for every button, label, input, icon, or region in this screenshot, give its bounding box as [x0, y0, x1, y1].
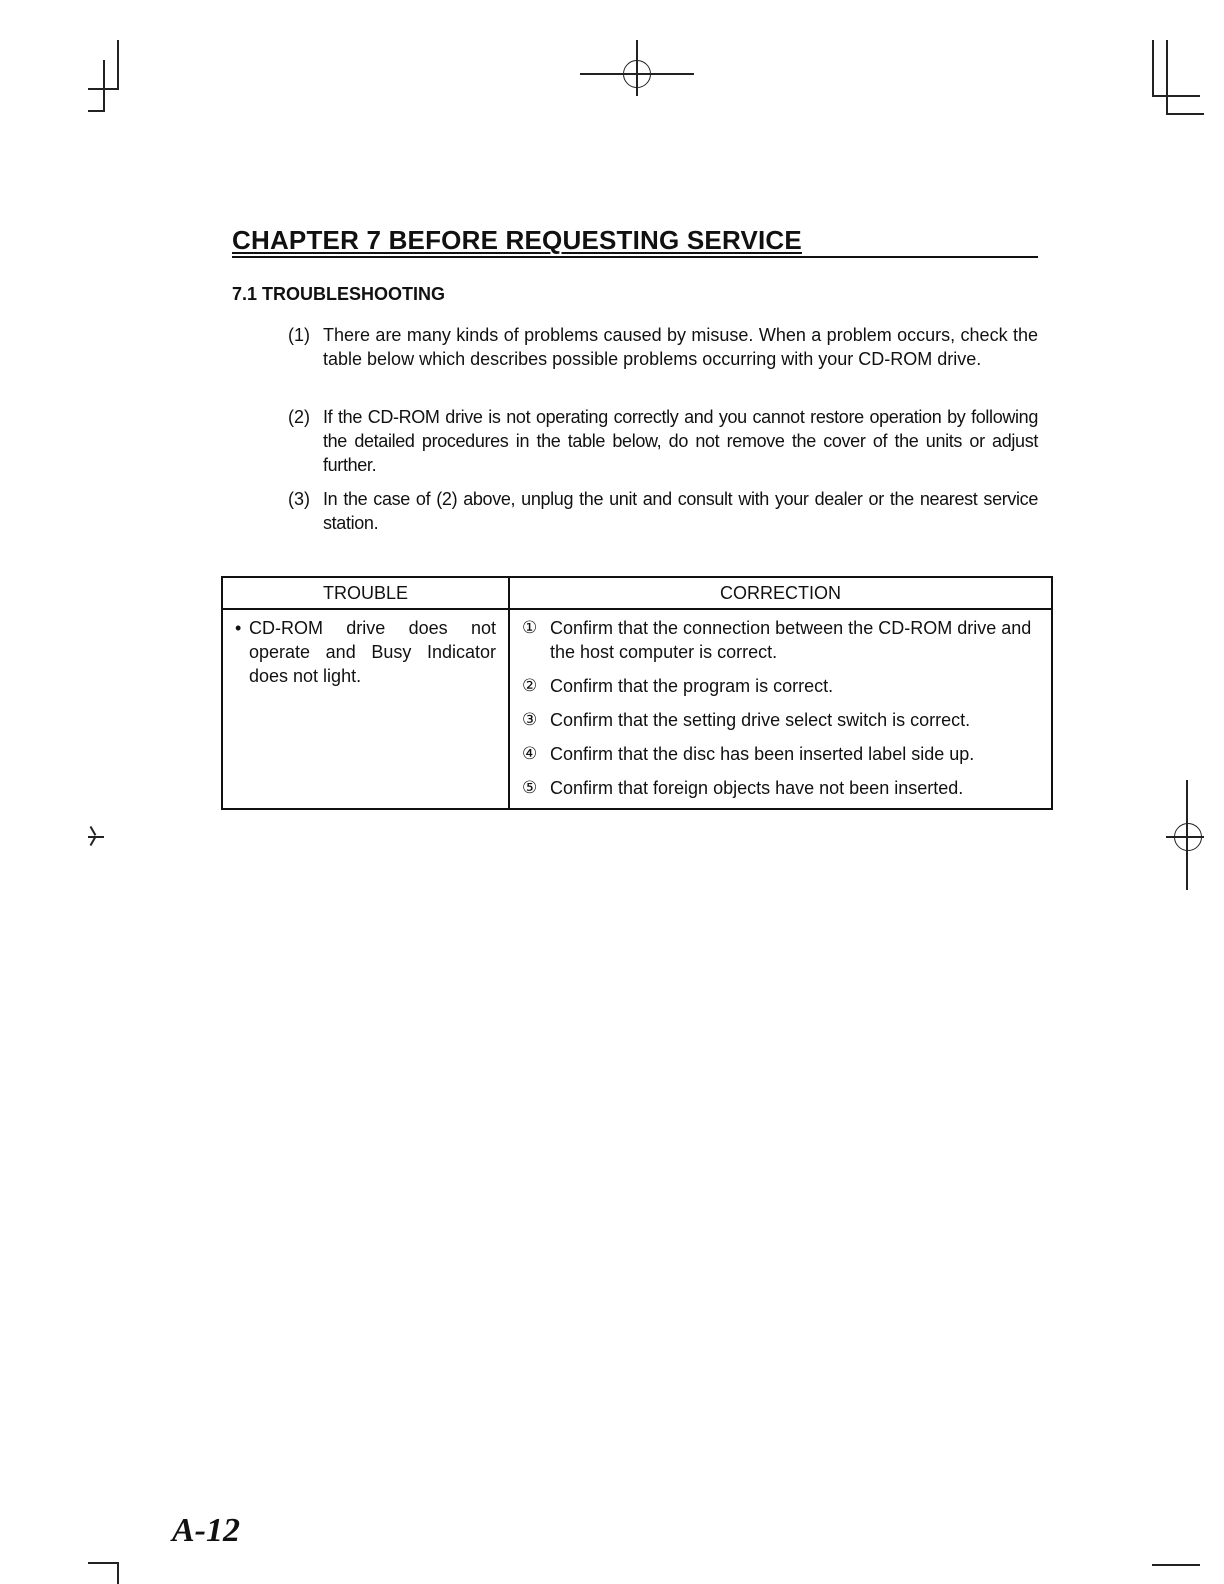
- item-number: (3): [288, 489, 310, 509]
- correction-cell: [509, 609, 1052, 809]
- list-item: [288, 487, 1038, 535]
- chapter-title: CHAPTER 7 BEFORE REQUESTING SERVICE: [232, 225, 1038, 258]
- item-number: (2): [288, 407, 310, 427]
- correction-text: Confirm that the setting drive select switch is correct.: [550, 710, 971, 730]
- correction-number: ①: [522, 618, 538, 638]
- trouble-text: CD-ROM drive does not operate and Busy Indicator does not light.: [249, 618, 496, 686]
- table-header-row: [222, 577, 1052, 609]
- correction-item: [522, 776, 1039, 800]
- trouble-cell: [222, 609, 509, 809]
- list-item: [288, 323, 1038, 371]
- item-text: In the case of (2) above, unplug the unit and consult with your dealer or the nearest service station.: [323, 489, 1038, 533]
- registration-target-icon: [623, 60, 651, 88]
- correction-item: [522, 742, 1039, 766]
- correction-text: Confirm that the disc has been inserted label side up.: [550, 744, 975, 764]
- page-number: A-12: [172, 1512, 240, 1549]
- correction-number: ③: [522, 710, 538, 730]
- correction-number: ⑤: [522, 778, 538, 798]
- item-number: (1): [288, 325, 310, 345]
- header-trouble: TROUBLE: [222, 577, 509, 609]
- table-row: [222, 609, 1052, 809]
- correction-number: ④: [522, 744, 538, 764]
- list-item: [288, 405, 1038, 477]
- correction-text: Confirm that foreign objects have not been inserted.: [550, 778, 964, 798]
- registration-target-icon: [1174, 823, 1202, 851]
- correction-number: ②: [522, 676, 538, 696]
- correction-text: Confirm that the connection between the CD-ROM drive and the host computer is correct.: [550, 618, 1032, 662]
- item-text: There are many kinds of problems caused by misuse. When a problem occurs, check the table below which describes possible problems occurring with your CD-ROM drive.: [323, 325, 1038, 369]
- correction-item: [522, 708, 1039, 732]
- bullet: •: [235, 618, 242, 638]
- section-title: 7.1 TROUBLESHOOTING: [232, 284, 446, 304]
- header-correction: CORRECTION: [509, 577, 1052, 609]
- troubleshooting-table: [221, 576, 1053, 810]
- correction-text: Confirm that the program is correct.: [550, 676, 834, 696]
- correction-item: [522, 616, 1039, 664]
- item-text: If the CD-ROM drive is not operating correctly and you cannot restore operation by following the detailed procedures in the table below, do not remove the cover of the units or adjust further.: [323, 407, 1038, 475]
- correction-item: [522, 674, 1039, 698]
